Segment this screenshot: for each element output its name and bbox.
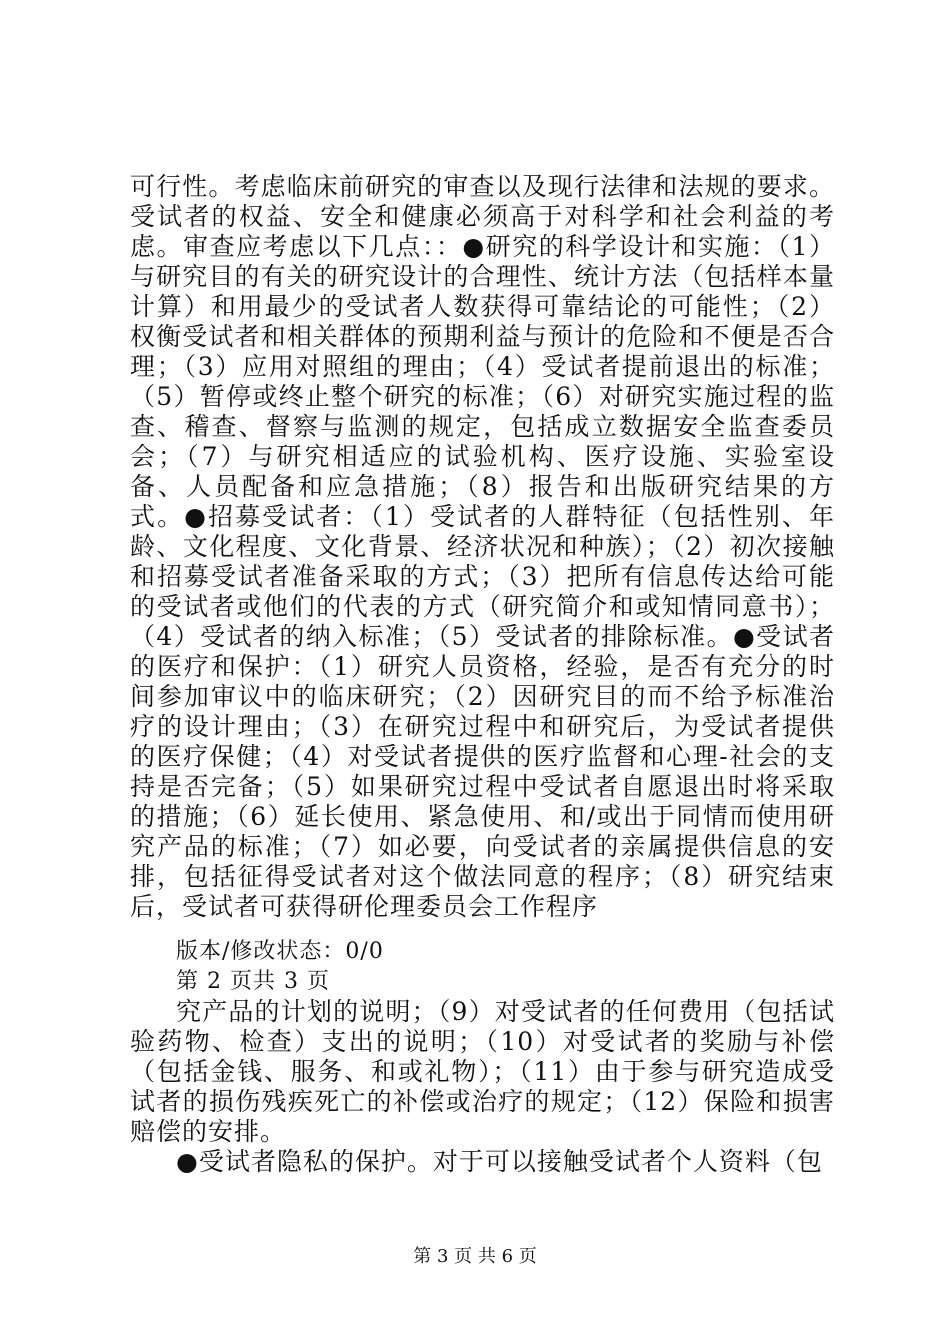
- privacy-paragraph: ●受试者隐私的保护。对于可以接触受试者个人资料（包: [176, 1147, 823, 1176]
- page-footer: 第 3 页 共 6 页: [413, 1246, 537, 1267]
- main-paragraph: 可行性。考虑临床前研究的审查以及现行法律和法规的要求。受试者的权益、安全和健康必须高于对科学和社会利益的考虑。审查应考虑以下几点：：●研究的科学设计和实施：（1）与研究目的有关的研究设计的合理性、统计方法（包括样本量计算）和用最少的受试者人数获得可靠结论的可能性；（2）权衡受试者和相关群体的预期利益与预计的危险和不便是否合理；（3）应用对照组的理由；（4）受试者提前退出的标准；（5）暂停或终止整个研究的标准；（6）对研究实施过程的监查、稽查、督察与监测的规定，包括成立数据安全监查委员会；（7）与研究相适应的试验机构、医疗设施、实验室设备、人员配备和应急措施；（8）报告和出版研究结果的方式。●招募受试者：（1）受试者的人群特征（包括性别、年龄、文化程度、文化背景、经济状况和种族）；（2）初次接触和招募受试者准备采取的方式；（3）把所有信息传达给可能的受试者或他们的代表的方式（研究简介和或知情同意书）；（4）受试者的纳入标准；（5）受试者的排除标准。●受试者的医疗和保护：（1）研究人员资格，经验，是否有充分的时间参加审议中的临床研究；（2）因研究目的而不给予标准治疗的设计理由；（3）在研究过程中和研究后，为受试者提供的医疗保健；（4）对受试者提供的医疗监督和心理-社会的支持是否完备；（5）如果研究过程中受试者自愿退出时将采取的措施；（6）延长使用、紧急使用、和/或出于同情而使用研究产品的标准；（7）如必要，向受试者的亲属提供信息的安排，包括征得受试者对这个做法同意的程序；（8）研究结束后，受试者可获得研伦理委员会工作程序: [130, 172, 835, 921]
- continuation-paragraph: 究产品的计划的说明；（9）对受试者的任何费用（包括试验药物、检查）支出的说明；（10）对受试者的奖励与补偿（包括金钱、服务、和或礼物）；（11）由于参与研究造成受试者的损伤残疾死亡的补偿或治疗的规定；（12）保险和损害赔偿的安排。: [130, 997, 835, 1146]
- inner-page-number: 第 2 页共 3 页: [176, 969, 330, 994]
- version-line: 版本/修改状态：0/0: [176, 939, 384, 964]
